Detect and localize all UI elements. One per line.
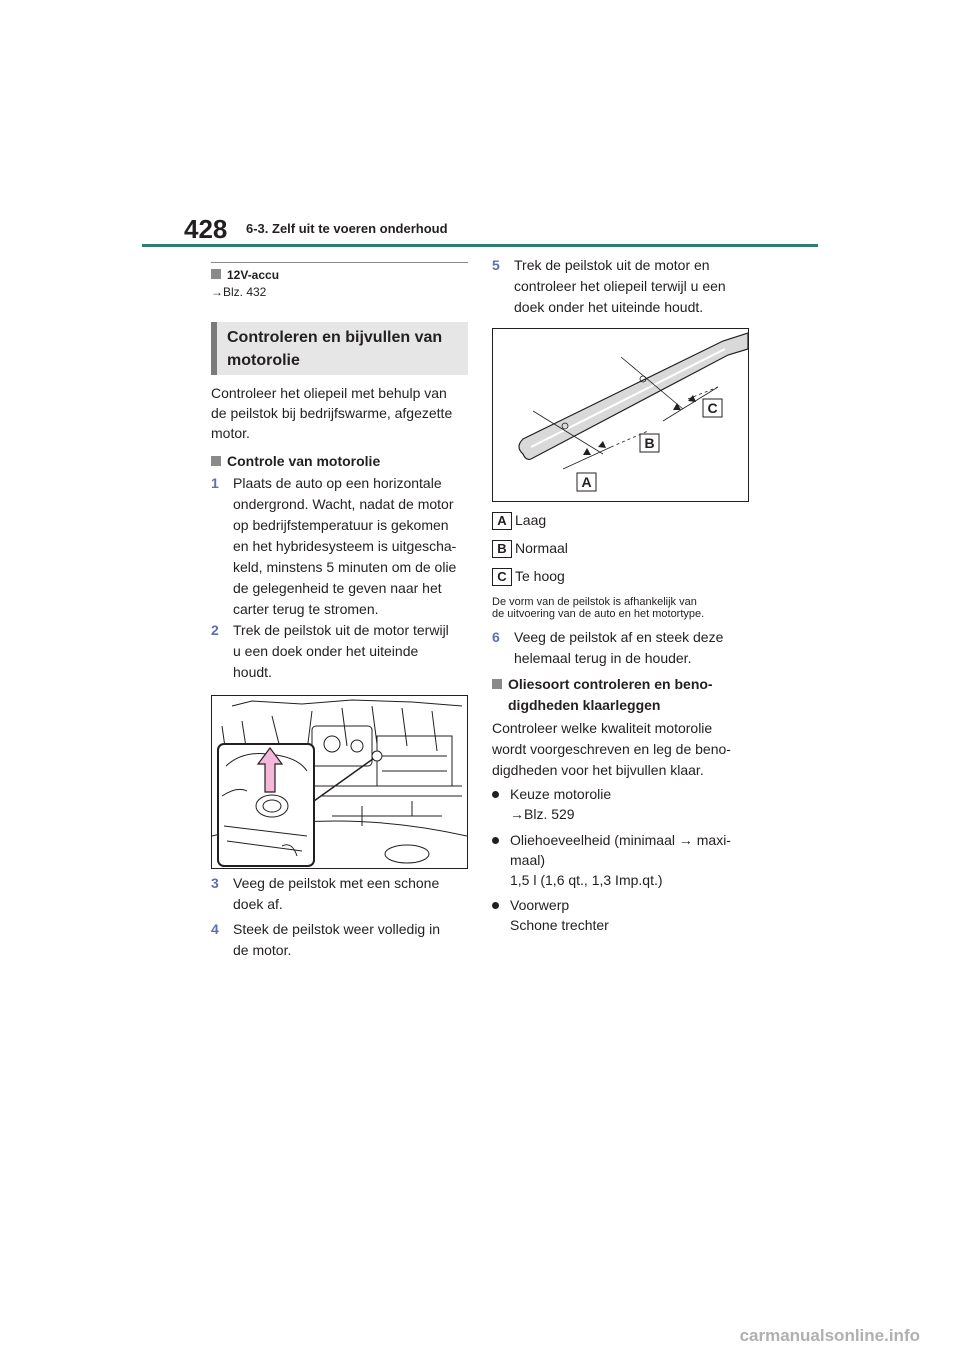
legend-text: Te hoog	[515, 568, 565, 584]
watermark: carmanualsonline.info	[739, 1326, 920, 1345]
text-line: Controleer welke kwaliteit motorolie	[492, 720, 713, 736]
section-title: 6-3. Zelf uit te voeren onderhoud	[246, 221, 448, 236]
legend-text: Laag	[515, 512, 547, 528]
text-line: digdheden klaarleggen	[508, 697, 661, 713]
step-6	[492, 627, 762, 669]
text-line: digdheden voor het bijvullen klaar.	[492, 762, 704, 778]
text-line: u een doek onder het uiteinde	[233, 643, 419, 659]
step-4	[211, 919, 471, 961]
step-number: 3	[211, 875, 219, 891]
divider	[211, 262, 468, 263]
step-number: 6	[492, 629, 500, 645]
legend-item-c	[492, 566, 565, 586]
text-line: Keuze motorolie	[510, 786, 612, 802]
text-line: de peilstok bij bedrijfswarme, afgezette	[211, 405, 453, 421]
text-line: Schone trechter	[510, 917, 609, 933]
step-1	[211, 473, 471, 620]
square-bullet-icon	[211, 269, 221, 279]
engine-drawing	[212, 696, 467, 868]
step-2	[211, 620, 471, 683]
accu-ref: →Blz. 432	[211, 285, 267, 299]
text-line: de gelegenheid te geven naar het	[233, 580, 442, 596]
text-line: helemaal terug in de houder.	[514, 650, 692, 666]
page-number: 428	[184, 214, 228, 244]
text-line: ondergrond. Wacht, nadat de motor	[233, 496, 454, 512]
oil-heading: Oliesoort controleren en beno- digdheden klaarleggen	[492, 674, 713, 716]
legend-key: A	[492, 512, 512, 530]
text-line: 1,5 l (1,6 qt., 1,3 Imp.qt.)	[510, 872, 663, 888]
controle-heading: Controle van motorolie	[211, 451, 380, 471]
step-number: 2	[211, 622, 219, 638]
legend-text: Normaal	[515, 540, 568, 556]
box-title-line: motorolie	[227, 352, 300, 369]
header-rule	[142, 244, 818, 247]
box-title-line: Controleren en bijvullen van	[227, 329, 443, 346]
text-line: Trek de peilstok uit de motor en	[514, 257, 710, 273]
text-line: keld, minstens 5 minuten om de olie	[233, 559, 457, 575]
step-number: 4	[211, 921, 219, 937]
bullet-dot-icon	[492, 791, 499, 798]
text-line: Controleer het oliepeil met behulp van	[211, 385, 447, 401]
text-line: Steek de peilstok weer volledig in	[233, 921, 441, 937]
legend-key: B	[492, 540, 512, 558]
oil-intro	[492, 718, 762, 781]
text-line: Oliehoeveelheid (minimaal → maxi-	[510, 832, 731, 848]
square-bullet-icon	[492, 679, 502, 689]
label-b: B	[644, 435, 655, 451]
text-line: motor.	[211, 425, 250, 441]
text-line: de motor.	[233, 942, 292, 958]
label-c: C	[707, 400, 718, 416]
text-line: en het hybridesysteem is uitgescha-	[233, 538, 457, 554]
text-line: doek onder het uiteinde houdt.	[514, 299, 704, 315]
text-line: Voorwerp	[510, 897, 570, 913]
section-box-title	[211, 322, 468, 375]
bullet-voorwerp	[492, 895, 609, 935]
step-number: 5	[492, 257, 500, 273]
square-bullet-icon	[211, 456, 221, 466]
legend-key: C	[492, 568, 512, 586]
text-line: →Blz. 529	[510, 806, 575, 822]
bullet-oliehoeveelheid	[492, 830, 731, 890]
text-line: houdt.	[233, 664, 272, 680]
legend-item-a	[492, 510, 546, 530]
text-line: maal)	[510, 852, 546, 868]
text-line: De vorm van de peilstok is afhankelijk van	[492, 596, 697, 608]
text-line: doek af.	[233, 896, 283, 912]
dipstick-drawing	[493, 329, 748, 501]
text-line: op bedrijfstemperatuur is gekomen	[233, 517, 449, 533]
step-5	[492, 255, 762, 318]
text-line: de uitvoering van de auto en het motortype.	[492, 608, 705, 620]
bullet-motorolie	[492, 784, 611, 824]
text-line: Plaats de auto op een horizontale	[233, 475, 442, 491]
legend-item-b	[492, 538, 568, 558]
text-line: Veeg de peilstok af en steek deze	[514, 629, 724, 645]
step-number: 1	[211, 475, 219, 491]
label-a: A	[581, 474, 592, 490]
text-line: Trek de peilstok uit de motor terwijl	[233, 622, 449, 638]
shape-note	[492, 596, 704, 620]
step-3	[211, 873, 471, 915]
dipstick-illustration	[492, 328, 749, 502]
bullet-dot-icon	[492, 902, 499, 909]
text-line: wordt voorgeschreven en leg de beno-	[492, 741, 731, 757]
engine-illustration	[211, 695, 468, 869]
text-line: Veeg de peilstok met een schone	[233, 875, 440, 891]
accu-heading: 12V-accu	[211, 267, 279, 283]
bullet-dot-icon	[492, 837, 499, 844]
intro-paragraph	[211, 383, 471, 443]
text-line: carter terug te stromen.	[233, 601, 379, 617]
text-line: controleer het oliepeil terwijl u een	[514, 278, 726, 294]
